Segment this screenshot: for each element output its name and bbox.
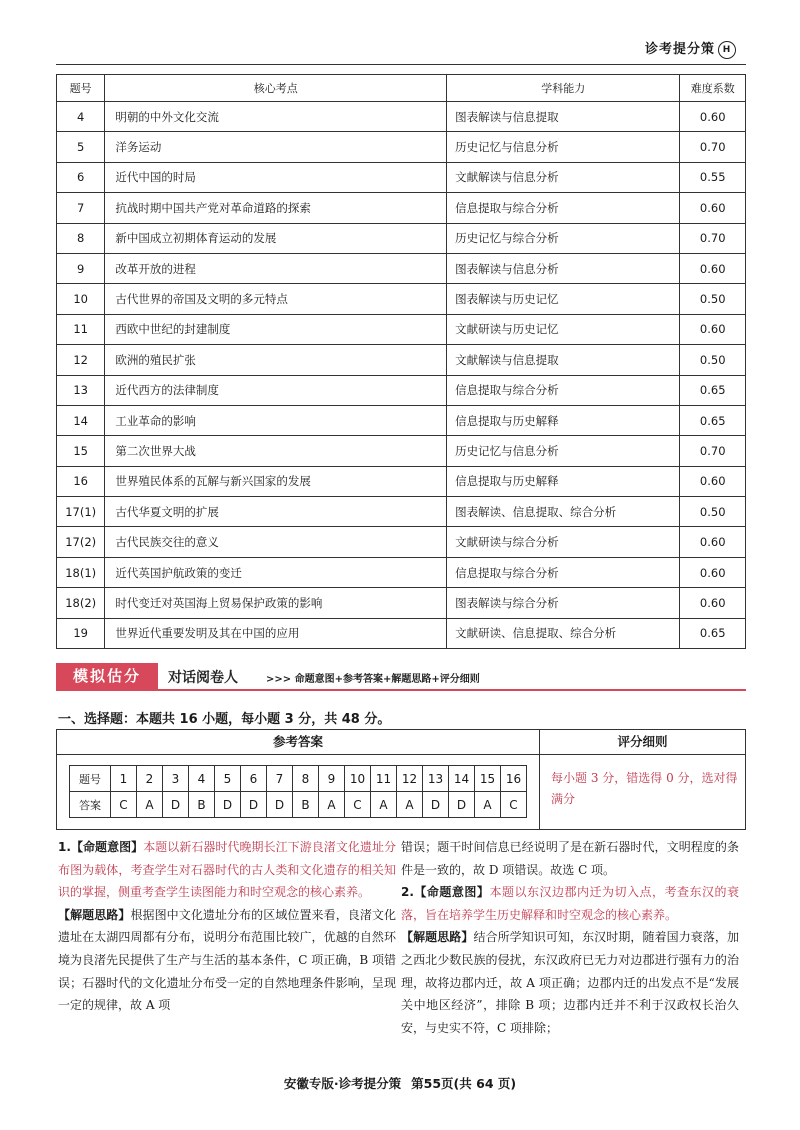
- cell-core-point: 世界殖民体系的瓦解与新兴国家的发展: [105, 466, 447, 496]
- answer-number: 2: [137, 766, 163, 792]
- answer-number-row: [70, 766, 527, 792]
- answer-number: 12: [397, 766, 423, 792]
- answer-key: A: [475, 792, 501, 818]
- cell-question-no: 9: [57, 253, 105, 283]
- answer-key: D: [423, 792, 449, 818]
- cell-core-point: 古代民族交往的意义: [105, 527, 447, 557]
- answer-number: 3: [163, 766, 189, 792]
- q1-continuation: 错误；题干时间信息已经说明了是在新石器时代，文明程度的条件是一致的，故 D 项错误。故选 C 项。: [401, 840, 739, 877]
- cell-ability: 历史记忆与综合分析: [447, 223, 680, 253]
- table-row: [57, 618, 746, 648]
- table-row: [57, 314, 746, 344]
- cell-question-no: 19: [57, 618, 105, 648]
- cell-question-no: 11: [57, 314, 105, 344]
- cell-core-point: 第二次世界大战: [105, 436, 447, 466]
- cell-difficulty: 0.60: [680, 253, 746, 283]
- section-heading: 一、选择题：本题共 16 小题，每小题 3 分，共 48 分。: [58, 712, 391, 727]
- q2-intent: 本题以东汉边郡内迁为切入点，考查东汉的衰落，旨在培养学生历史解释和时空观念的核心素养。: [401, 885, 739, 922]
- cell-core-point: 近代中国的时局: [105, 162, 447, 192]
- answer-box: [56, 729, 746, 830]
- answer-number: 4: [189, 766, 215, 792]
- table-header-row: [57, 75, 746, 102]
- q2-intent-tag: 【命题意图】: [413, 885, 490, 900]
- cell-core-point: 工业革命的影响: [105, 405, 447, 435]
- cell-core-point: 世界近代重要发明及其在中国的应用: [105, 618, 447, 648]
- answer-key: D: [241, 792, 267, 818]
- cell-difficulty: 0.70: [680, 436, 746, 466]
- cell-ability: 信息提取与综合分析: [447, 375, 680, 405]
- simulated-score-banner: [56, 663, 746, 691]
- header-point: 核心考点: [105, 75, 447, 102]
- answer-key: A: [319, 792, 345, 818]
- cell-difficulty: 0.60: [680, 466, 746, 496]
- cell-question-no: 15: [57, 436, 105, 466]
- answer-key-table: [69, 765, 527, 818]
- cell-difficulty: 0.55: [680, 162, 746, 192]
- banner-title: 对话阅卷人: [168, 670, 238, 686]
- cell-ability: 图表解读与信息分析: [447, 253, 680, 283]
- cell-difficulty: 0.60: [680, 102, 746, 132]
- header-ability: 学科能力: [447, 75, 680, 102]
- answer-number: 9: [319, 766, 345, 792]
- cell-ability: 信息提取与历史解释: [447, 466, 680, 496]
- label-no: 题号: [70, 766, 111, 792]
- header-rule: [56, 64, 746, 65]
- brand-badge: H: [718, 41, 736, 59]
- table-row: [57, 497, 746, 527]
- q1-number: 1.: [58, 840, 71, 854]
- cell-difficulty: 0.60: [680, 557, 746, 587]
- answer-key: B: [293, 792, 319, 818]
- answer-number: 8: [293, 766, 319, 792]
- answer-key: A: [397, 792, 423, 818]
- answer-divider: [539, 754, 540, 830]
- cell-ability: 图表解读与历史记忆: [447, 284, 680, 314]
- cell-difficulty: 0.50: [680, 284, 746, 314]
- table-row: [57, 405, 746, 435]
- table-row: [57, 193, 746, 223]
- answer-key: C: [111, 792, 137, 818]
- cell-difficulty: 0.60: [680, 314, 746, 344]
- header-no: 题号: [57, 75, 105, 102]
- cell-core-point: 抗战时期中国共产党对革命道路的探索: [105, 193, 447, 223]
- answer-number: 13: [423, 766, 449, 792]
- table-row: [57, 253, 746, 283]
- cell-ability: 文献解读与信息分析: [447, 162, 680, 192]
- cell-ability: 信息提取与综合分析: [447, 193, 680, 223]
- answer-key-row: [70, 792, 527, 818]
- cell-difficulty: 0.65: [680, 375, 746, 405]
- q2-idea: 结合所学知识可知，东汉时期，随着国力衰落，加之西北少数民族的侵扰，东汉政府已无力对边郡进行强有力的治理，故将边郡内迁，故 A 项正确；边郡内迁的出发点不是“发展关中地区经济”，排除 B 项；边郡内迁并不利于汉政权长治久安，与史实不符，C 项排除；: [401, 930, 739, 1035]
- cell-difficulty: 0.70: [680, 223, 746, 253]
- answer-number: 16: [501, 766, 527, 792]
- cell-core-point: 时代变迁对英国海上贸易保护政策的影响: [105, 588, 447, 618]
- table-row: [57, 223, 746, 253]
- banner-rule: [56, 689, 746, 691]
- header-difficulty: 难度系数: [680, 75, 746, 102]
- answer-number: 6: [241, 766, 267, 792]
- cell-difficulty: 0.65: [680, 405, 746, 435]
- cell-ability: 文献研读与历史记忆: [447, 314, 680, 344]
- table-row: [57, 527, 746, 557]
- answer-header: 参考答案: [57, 730, 540, 755]
- table-row: [57, 102, 746, 132]
- cell-core-point: 欧洲的殖民扩张: [105, 345, 447, 375]
- cell-core-point: 改革开放的进程: [105, 253, 447, 283]
- table-row: [57, 557, 746, 587]
- page-footer: [0, 1074, 800, 1092]
- cell-ability: 文献解读与信息提取: [447, 345, 680, 375]
- cell-core-point: 近代西方的法律制度: [105, 375, 447, 405]
- answer-key: D: [215, 792, 241, 818]
- cell-question-no: 7: [57, 193, 105, 223]
- answer-number: 1: [111, 766, 137, 792]
- answer-number: 10: [345, 766, 371, 792]
- cell-ability: 历史记忆与信息分析: [447, 132, 680, 162]
- table-row: [57, 284, 746, 314]
- cell-question-no: 18(2): [57, 588, 105, 618]
- brand-title: 诊考提分策 H: [645, 38, 736, 59]
- cell-ability: 图表解读、信息提取、综合分析: [447, 497, 680, 527]
- cell-difficulty: 0.60: [680, 588, 746, 618]
- cell-ability: 信息提取与历史解释: [447, 405, 680, 435]
- cell-question-no: 13: [57, 375, 105, 405]
- q1-intent-tag: 【命题意图】: [70, 840, 144, 854]
- table-row: [57, 345, 746, 375]
- table-row: [57, 162, 746, 192]
- answer-number: 15: [475, 766, 501, 792]
- footer-edition: 安徽专版·诊考提分策: [283, 1076, 402, 1091]
- cell-question-no: 10: [57, 284, 105, 314]
- scoring-rule: 每小题 3 分，错选得 0 分，选对得满分: [551, 771, 738, 806]
- answer-key: C: [501, 792, 527, 818]
- footer-page: 第55页(共 64 页): [411, 1076, 517, 1091]
- cell-ability: 文献研读、信息提取、综合分析: [447, 618, 680, 648]
- cell-ability: 历史记忆与信息分析: [447, 436, 680, 466]
- cell-question-no: 16: [57, 466, 105, 496]
- cell-question-no: 4: [57, 102, 105, 132]
- table-row: [57, 436, 746, 466]
- answer-key: C: [345, 792, 371, 818]
- banner-tag: 模拟估分: [56, 663, 158, 690]
- banner-subtitle: >>> 命题意图+参考答案+解题思路+评分细则: [266, 674, 480, 685]
- table-row: [57, 466, 746, 496]
- answer-number: 14: [449, 766, 475, 792]
- cell-question-no: 14: [57, 405, 105, 435]
- cell-difficulty: 0.50: [680, 497, 746, 527]
- q1-intent: 本题以新石器时代晚期长江下游良渚文化遗址分布图为载体，考查学生对石器时代的古人类和文化遗存的相关知识的掌握，侧重考查学生读图能力和时空观念的核心素养。: [58, 840, 396, 900]
- cell-ability: 图表解读与信息提取: [447, 102, 680, 132]
- cell-difficulty: 0.70: [680, 132, 746, 162]
- cell-core-point: 西欧中世纪的封建制度: [105, 314, 447, 344]
- answer-key: D: [449, 792, 475, 818]
- cell-ability: 图表解读与综合分析: [447, 588, 680, 618]
- table-row: [57, 132, 746, 162]
- answer-number: 11: [371, 766, 397, 792]
- cell-question-no: 8: [57, 223, 105, 253]
- cell-core-point: 古代华夏文明的扩展: [105, 497, 447, 527]
- cell-ability: 信息提取与综合分析: [447, 557, 680, 587]
- cell-core-point: 明朝的中外文化交流: [105, 102, 447, 132]
- cell-core-point: 古代世界的帝国及文明的多元特点: [105, 284, 447, 314]
- answer-key: D: [163, 792, 189, 818]
- answer-key: B: [189, 792, 215, 818]
- cell-core-point: 新中国成立初期体育运动的发展: [105, 223, 447, 253]
- explanation-right-column: [401, 836, 739, 1039]
- q1-idea: 根据图中文化遗址分布的区域位置来看，良渚文化遗址在太湖四周都有分布，说明分布范围比较广，优越的自然环境为良渚先民提供了生产与生活的基本条件，C 项正确，B 项错误；石器时代的文化遗址分布受一定的自然地理条件影响，呈现一定的规律，故 A 项: [58, 907, 396, 1013]
- q2-number: 2.: [401, 885, 414, 900]
- cell-core-point: 洋务运动: [105, 132, 447, 162]
- cell-difficulty: 0.50: [680, 345, 746, 375]
- cell-difficulty: 0.65: [680, 618, 746, 648]
- cell-difficulty: 0.60: [680, 193, 746, 223]
- explanation-left-column: [58, 836, 396, 1017]
- cell-difficulty: 0.60: [680, 527, 746, 557]
- answer-number: 7: [267, 766, 293, 792]
- cell-core-point: 近代英国护航政策的变迁: [105, 557, 447, 587]
- exam-analysis-table: [56, 74, 746, 649]
- cell-question-no: 17(1): [57, 497, 105, 527]
- table-row: [57, 588, 746, 618]
- q2-idea-tag: 【解题思路】: [401, 930, 474, 945]
- cell-ability: 文献研读与综合分析: [447, 527, 680, 557]
- label-answer: 答案: [70, 792, 111, 818]
- table-row: [57, 375, 746, 405]
- answer-key: A: [137, 792, 163, 818]
- answer-number: 5: [215, 766, 241, 792]
- answer-key: A: [371, 792, 397, 818]
- cell-question-no: 18(1): [57, 557, 105, 587]
- cell-question-no: 12: [57, 345, 105, 375]
- cell-question-no: 6: [57, 162, 105, 192]
- scoring-header: 评分细则: [540, 730, 745, 755]
- cell-question-no: 5: [57, 132, 105, 162]
- q1-idea-tag: 【解题思路】: [58, 907, 131, 922]
- answer-key: D: [267, 792, 293, 818]
- cell-question-no: 17(2): [57, 527, 105, 557]
